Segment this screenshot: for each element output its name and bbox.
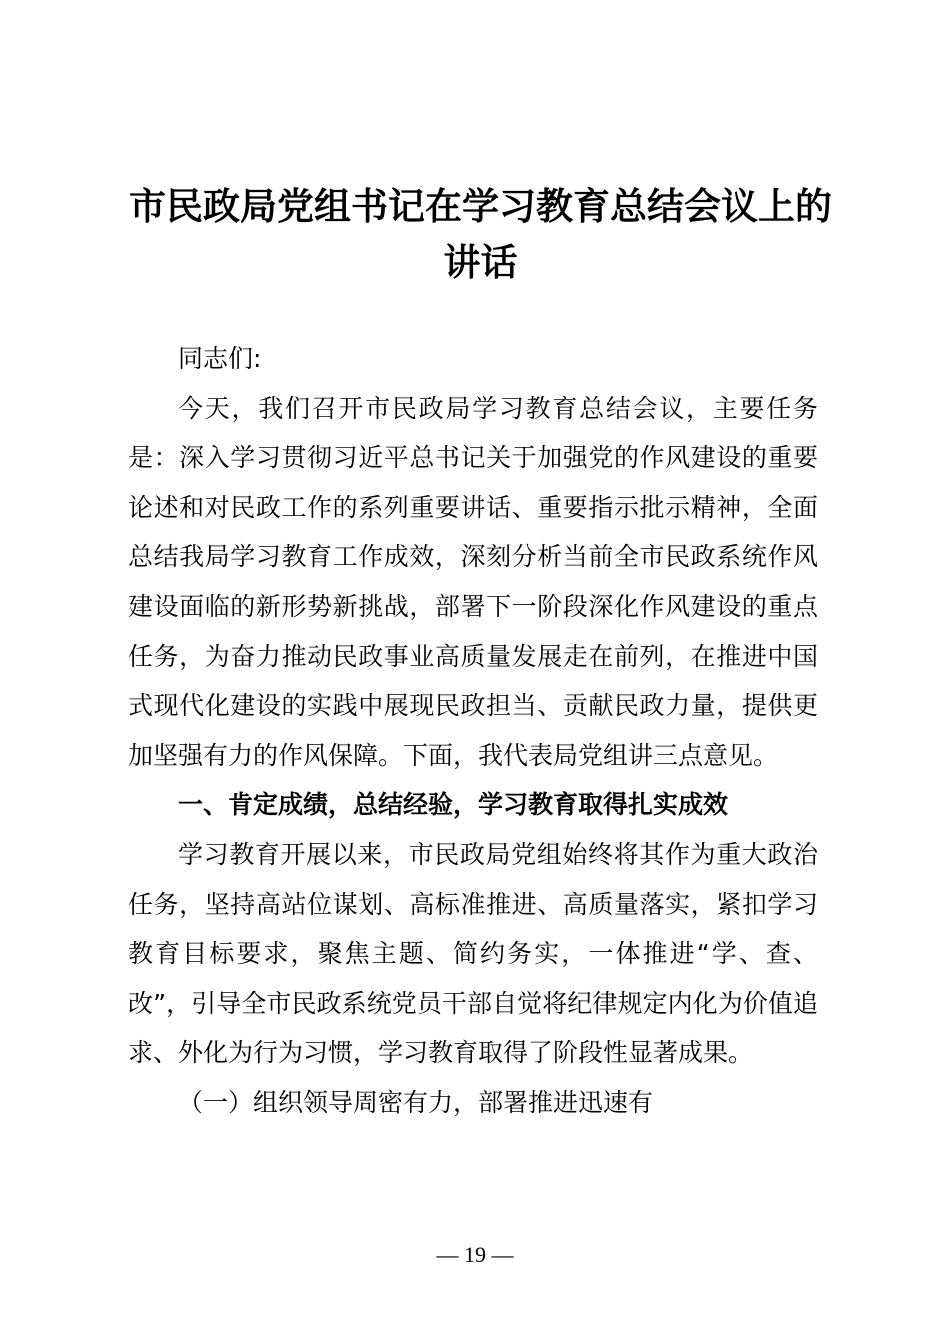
salutation: 同志们:: [178, 344, 262, 373]
paragraph-section-1: 学习教育开展以来，市民政局党组始终将其作为重大政治任务，坚持高站位谋划、高标准推进、高质量落实，紧扣学习教育目标要求，聚焦主题、简约务实，一体推进“学、查、改”，引导全市民政系统党员干部自觉将纪律规定内化为价值追求、外化为行为习惯，学习教育取得了阶段性显著成果。: [128, 839, 818, 1068]
section-heading-1: 一、肯定成绩，总结经验，学习教育取得扎实成效: [178, 790, 729, 820]
document-body: [128, 334, 818, 1128]
document-title: 市民政局党组书记在学习教育总结会议上的讲话: [129, 184, 832, 284]
page-number: — 19 —: [436, 1242, 514, 1267]
paragraph-intro: 今天，我们召开市民政局学习教育总结会议，主要任务是：深入学习贯彻习近平总书记关于加强党的作风建设的重要论述和对民政工作的系列重要讲话、重要指示批示精神，全面总结我局学习教育工作成效，深刻分析当前全市民政系统作风建设面临的新形势新挑战，部署下一阶段深化作风建设的重点任务，为奋力推动民政事业高质量发展走在前列，在推进中国式现代化建设的实践中展现民政担当、贡献民政力量，提供更加坚强有力的作风保障。下面，我代表局党组讲三点意见。: [128, 393, 818, 770]
subsection-heading-1: （一）组织领导周密有力，部署推进迅速有: [178, 1087, 654, 1117]
